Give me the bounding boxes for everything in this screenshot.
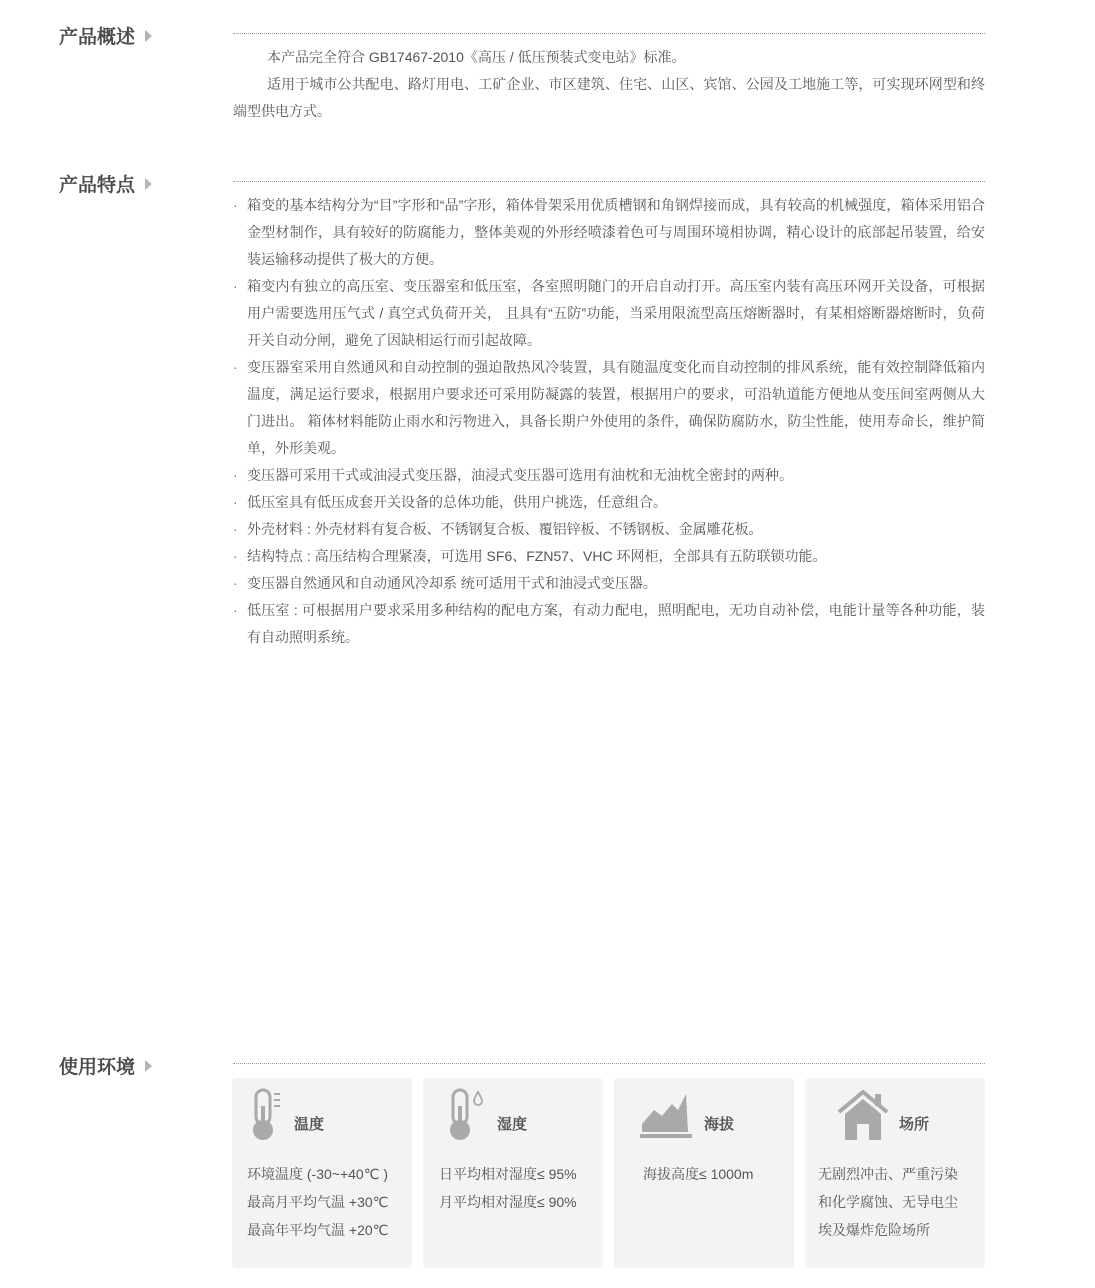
overview-paragraph-2: 适用于城市公共配电、路灯用电、工矿企业、市区建筑、住宅、山区、宾馆、公园及工地施工等，可实现环网型和终端型供电方式。 xyxy=(233,76,985,119)
env-card-lines xyxy=(818,1160,976,1244)
env-card-header xyxy=(835,1086,929,1146)
env-card-header xyxy=(445,1086,527,1146)
feature-item: · 箱变内有独立的高压室、变压器室和低压室，各室照明随门的开启自动打开。高压室内装有高压环网开关设备，可根据用户需要选用压气式 / 真空式负荷开关， 且具有“五防”功能，当采用限流型高压熔断器时，有某相熔断器熔断时，负荷开关自动分闸，避免了因缺相运行而引起故障。 xyxy=(233,273,985,354)
overview-title xyxy=(59,22,152,49)
feature-item: · 低压室具有低压成套开关设备的总体功能，供用户挑选，任意组合。 xyxy=(233,489,985,516)
env-card-humidity xyxy=(423,1078,603,1268)
feature-item: · 外壳材料 : 外壳材料有复合板、不锈钢复合板、覆铝锌板、不锈钢板、金属雕花板。 xyxy=(233,516,985,543)
env-card-header xyxy=(638,1086,734,1146)
env-card-line: 月平均相对湿度≤ 90% xyxy=(439,1194,577,1210)
features-divider xyxy=(233,181,985,182)
chevron-right-icon xyxy=(145,178,152,190)
environment-divider xyxy=(233,1063,985,1064)
env-card-line: 海拔高度≤ 1000m xyxy=(643,1166,754,1182)
feature-item: · 结构特点 : 高压结构合理紧凑，可选用 SF6、FZN57、VHC 环网柜，全部具有五防联锁功能。 xyxy=(233,543,985,570)
chevron-right-icon xyxy=(145,30,152,42)
env-card-line: 无剧烈冲击、严重污染 xyxy=(818,1166,958,1182)
house-icon xyxy=(835,1086,891,1147)
environment-title-text: 使用环境 xyxy=(59,1057,136,1078)
overview-divider xyxy=(233,33,985,34)
overview-title-text: 产品概述 xyxy=(59,27,136,48)
env-card-title: 场所 xyxy=(899,1115,930,1133)
env-card-line: 环境温度 (-30~+40℃ ) xyxy=(247,1166,388,1182)
features-title xyxy=(59,170,152,197)
env-card-line: 和化学腐蚀、无导电尘 xyxy=(818,1194,958,1210)
overview-paragraph-1: 本产品完全符合 GB17467-2010《高压 / 低压预装式变电站》标准。 xyxy=(267,49,686,65)
feature-item: · 低压室 : 可根据用户要求采用多种结构的配电方案，有动力配电，照明配电，无功自动补偿，电能计量等各种功能，装有自动照明系统。 xyxy=(233,597,985,651)
humidity-thermometer-icon xyxy=(445,1086,485,1147)
env-card-line: 最高月平均气温 +30℃ xyxy=(247,1194,389,1210)
feature-item: · 变压器室采用自然通风和自动控制的强迫散热风冷装置，具有随温度变化而自动控制的排风系统，能有效控制降低箱内温度，满足运行要求，根据用户要求还可采用防凝露的装置，根据用户的要求，可沿轨道能方便地从变压间室两侧从大门进出。 箱体材料能防止雨水和污物进入，具备长期户外使用的条件，确保防腐防水，防尘性能，使用寿命长，维护简单，外形美观。 xyxy=(233,354,985,462)
thermometer-icon xyxy=(246,1086,286,1147)
features-list xyxy=(233,192,985,651)
env-card-lines xyxy=(439,1160,597,1216)
features-title-text: 产品特点 xyxy=(59,175,136,196)
env-card-altitude xyxy=(614,1078,794,1268)
env-card-title: 海拔 xyxy=(704,1115,735,1133)
feature-item: · 变压器自然通风和自动通风冷却系 统可适用干式和油浸式变压器。 xyxy=(233,570,985,597)
env-card-line: 埃及爆炸危险场所 xyxy=(818,1222,930,1238)
environment-title xyxy=(59,1052,152,1079)
chevron-right-icon xyxy=(145,1060,152,1072)
feature-item: · 箱变的基本结构分为“目”字形和“品”字形，箱体骨架采用优质槽钢和角钢焊接而成，具有较高的机械强度，箱体采用铝合金型材制作，具有较好的防腐能力，整体美观的外形经喷漆着色可与周围环境相协调，精心设计的底部起吊装置，给安装运输移动提供了极大的方便。 xyxy=(233,192,985,273)
env-card-lines xyxy=(643,1160,801,1188)
env-card-header xyxy=(246,1086,324,1146)
feature-item: · 变压器可采用干式或油浸式变压器，油浸式变压器可选用有油枕和无油枕全密封的两种。 xyxy=(233,462,985,489)
env-card-location xyxy=(805,1078,985,1268)
mountain-icon xyxy=(638,1086,694,1147)
env-card-line: 日平均相对湿度≤ 95% xyxy=(439,1166,577,1182)
env-card-temperature xyxy=(232,1078,412,1268)
env-card-title: 湿度 xyxy=(497,1115,528,1133)
env-card-line: 最高年平均气温 +20℃ xyxy=(247,1222,389,1238)
env-card-title: 温度 xyxy=(294,1115,325,1133)
env-card-lines xyxy=(247,1160,405,1244)
